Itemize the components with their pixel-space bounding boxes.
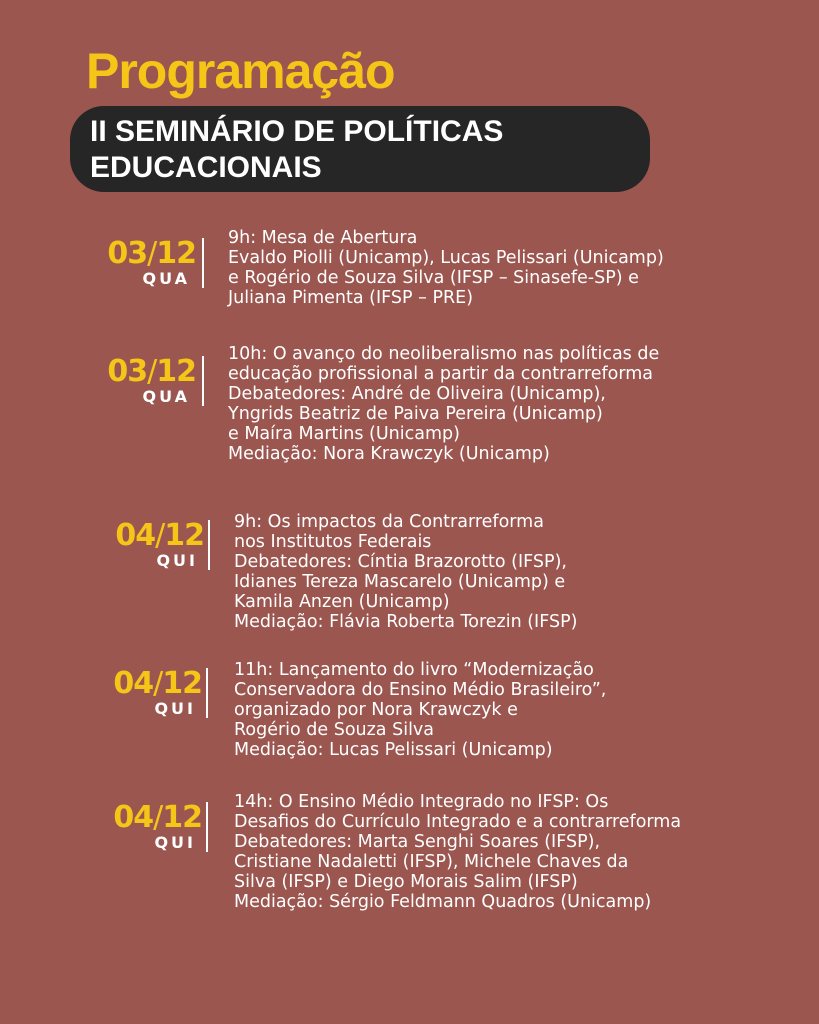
weekday-label: QUI xyxy=(154,699,196,718)
date-block xyxy=(6,668,202,718)
event-line: Debatedores: Marta Senghi Soares (IFSP), xyxy=(234,832,601,852)
date-block xyxy=(0,238,196,288)
divider xyxy=(206,802,208,852)
event-line: Evaldo Piolli (Unicamp), Lucas Pelissari (Unicamp) xyxy=(228,248,664,268)
date-label: 03/12 xyxy=(107,354,196,389)
event-line: Desafios do Currículo Integrado e a contrarreforma xyxy=(234,812,682,832)
event-description xyxy=(234,512,577,632)
event-description xyxy=(234,792,681,912)
event-line: Debatedores: Cíntia Brazorotto (IFSP), xyxy=(234,552,567,572)
event-line: educação profissional a partir da contrarreforma xyxy=(228,364,653,384)
divider xyxy=(206,668,208,718)
date-block xyxy=(8,520,204,570)
weekday-label: QUA xyxy=(142,387,190,406)
date-label: 04/12 xyxy=(113,666,202,701)
event-line: 9h: Mesa de Abertura xyxy=(228,228,418,248)
event-line: e Maíra Martins (Unicamp) xyxy=(228,424,460,444)
date-label: 03/12 xyxy=(107,236,196,271)
event-line: 11h: Lançamento do livro “Modernização xyxy=(234,660,594,680)
divider xyxy=(202,356,204,406)
date-label: 04/12 xyxy=(113,800,202,835)
divider xyxy=(202,238,204,288)
event-line: 14h: O Ensino Médio Integrado no IFSP: Os xyxy=(234,792,609,812)
event-line: nos Institutos Federais xyxy=(234,532,432,552)
event-line: Kamila Anzen (Unicamp) xyxy=(234,592,450,612)
event-description xyxy=(228,228,664,308)
event-line: Conservadora do Ensino Médio Brasileiro”, xyxy=(234,680,607,700)
event-line: Cristiane Nadaletti (IFSP), Michele Chaves da xyxy=(234,852,629,872)
event-line: Yngrids Beatriz de Paiva Pereira (Unicamp) xyxy=(228,404,603,424)
event-line: Juliana Pimenta (IFSP – PRE) xyxy=(228,288,474,308)
weekday-label: QUI xyxy=(154,833,196,852)
event-line: Mediação: Flávia Roberta Torezin (IFSP) xyxy=(234,612,578,632)
subtitle-line-2: EDUCACIONAIS xyxy=(90,151,322,184)
event-line: 10h: O avanço do neoliberalismo nas políticas de xyxy=(228,344,660,364)
date-block xyxy=(6,802,202,852)
weekday-label: QUI xyxy=(156,551,198,570)
event-line: Rogério de Souza Silva xyxy=(234,720,435,740)
event-line: Mediação: Nora Krawczyk (Unicamp) xyxy=(228,444,550,464)
event-line: Mediação: Lucas Pelissari (Unicamp) xyxy=(234,740,553,760)
page-title: Programação xyxy=(86,43,395,99)
event-line: Debatedores: André de Oliveira (Unicamp), xyxy=(228,384,606,404)
date-label: 04/12 xyxy=(115,518,204,553)
subtitle-line-1: II SEMINÁRIO DE POLÍTICAS xyxy=(90,115,504,148)
event-description xyxy=(228,344,659,464)
event-description xyxy=(234,660,606,760)
event-line: 9h: Os impactos da Contrarreforma xyxy=(234,512,544,532)
event-line: organizado por Nora Krawczyk e xyxy=(234,700,518,720)
weekday-label: QUA xyxy=(142,269,190,288)
event-line: Mediação: Sérgio Feldmann Quadros (Unicamp) xyxy=(234,892,652,912)
event-line: Idianes Tereza Mascarelo (Unicamp) e xyxy=(234,572,566,592)
event-line: e Rogério de Souza Silva (IFSP – Sinasefe-SP) e xyxy=(228,268,639,288)
divider xyxy=(208,520,210,570)
date-block xyxy=(0,356,196,406)
event-line: Silva (IFSP) e Diego Morais Salim (IFSP) xyxy=(234,872,578,892)
